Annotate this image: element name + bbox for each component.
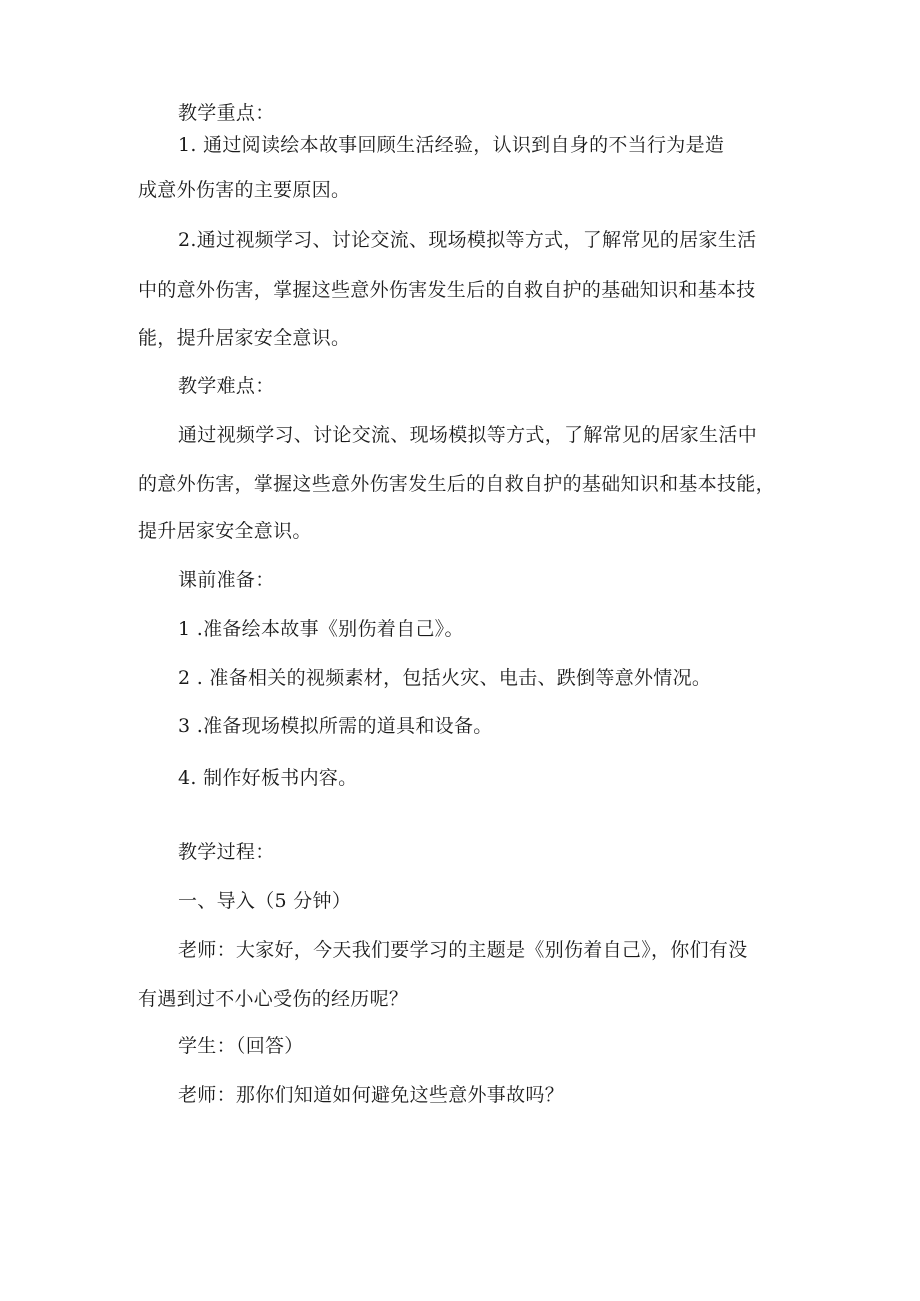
difficulty-line-2: 的意外伤害，掌握这些意外伤害发生后的自救自护的基础知识和基本技能， [138, 473, 775, 495]
difficulties-heading: 教学难点： [178, 375, 275, 397]
key-points-heading: 教学重点： [178, 102, 275, 124]
key-point-2-line-3: 能，提升居家安全意识。 [138, 327, 351, 349]
section-1-heading: 一、导入（5 分钟） [178, 890, 352, 912]
student-reply: 学生：（回答） [178, 1035, 304, 1057]
preparation-item-4: 4. 制作好板书内容。 [178, 767, 358, 789]
teacher-line-1-part-1: 老师：大家好，今天我们要学习的主题是《别伤着自己》，你们有没 [178, 939, 748, 961]
difficulty-line-3: 提升居家安全意识。 [138, 520, 312, 542]
key-point-1-line-2: 成意外伤害的主要原因。 [138, 179, 351, 201]
teacher-line-2: 老师：那你们知道如何避免这些意外事故吗？ [178, 1084, 565, 1106]
preparation-heading: 课前准备： [178, 569, 275, 591]
process-heading: 教学过程： [178, 841, 275, 863]
preparation-item-3: 3 .准备现场模拟所需的道具和设备。 [178, 715, 493, 737]
key-point-2-line-1: 2.通过视频学习、讨论交流、现场模拟等方式，了解常见的居家生活 [178, 229, 757, 251]
teacher-line-1-part-2: 有遇到过不小心受伤的经历呢？ [138, 988, 409, 1010]
key-point-1-line-1: 1. 通过阅读绘本故事回顾生活经验，认识到自身的不当行为是造 [178, 134, 725, 156]
preparation-item-2: 2 . 准备相关的视频素材，包括火灾、电击、跌倒等意外情况。 [178, 667, 712, 689]
preparation-item-1: 1 .准备绘本故事《别伤着自己》。 [178, 618, 464, 640]
difficulty-line-1: 通过视频学习、讨论交流、现场模拟等方式，了解常见的居家生活中 [178, 424, 758, 446]
key-point-2-line-2: 中的意外伤害，掌握这些意外伤害发生后的自救自护的基础知识和基本技 [138, 279, 756, 301]
